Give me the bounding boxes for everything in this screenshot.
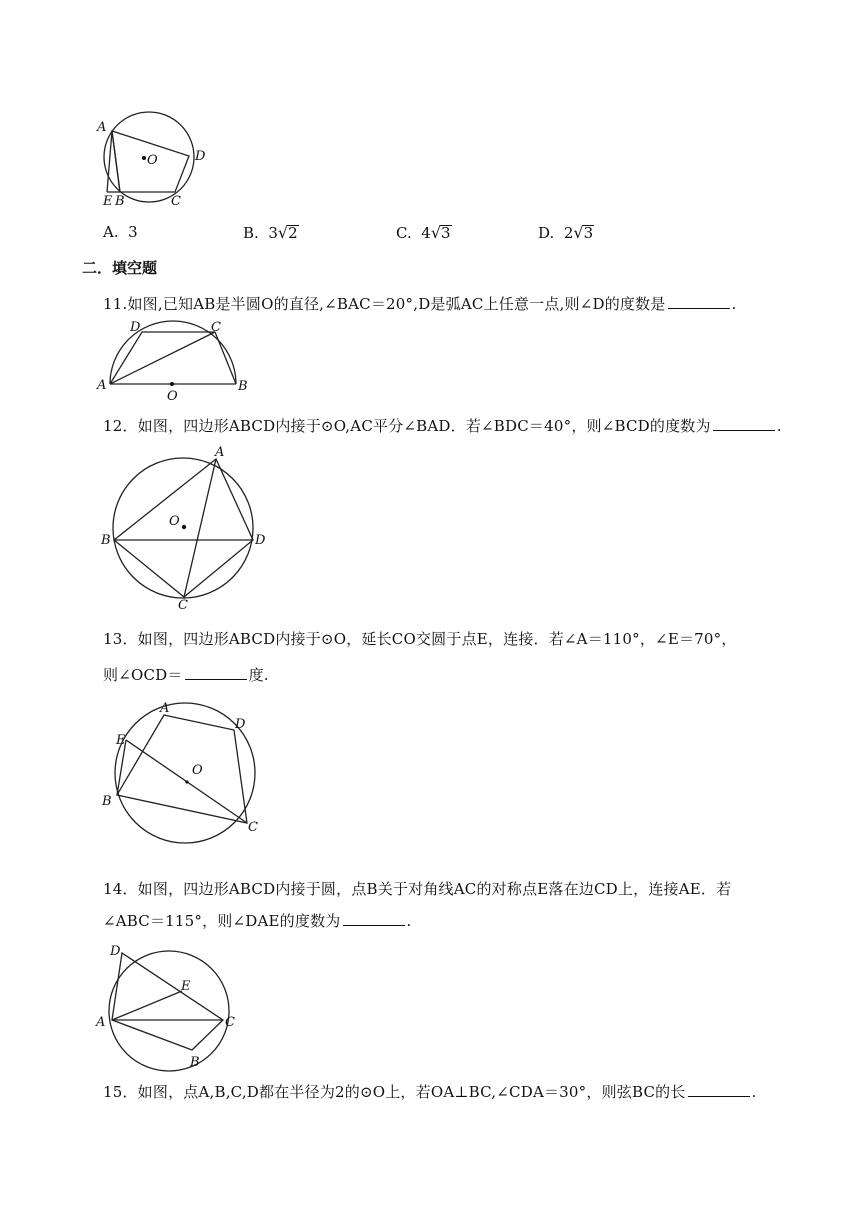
- choice-d[interactable]: D. 2√3: [538, 223, 594, 242]
- answer-blank-15[interactable]: [688, 1095, 750, 1097]
- q13-label-o: O: [192, 763, 203, 778]
- question-11: 11.如图,已知AB是半圆O的直径,∠BAC＝20°,D是弧AC上任意一点,则∠D的度数是 .: [103, 295, 737, 313]
- q14-circle: [109, 951, 229, 1071]
- q13-label-b: B: [102, 794, 112, 809]
- q14-quadrilateral: [112, 953, 223, 1050]
- q10-label-e: E: [103, 194, 113, 209]
- answer-blank-11[interactable]: [668, 307, 730, 309]
- section-title: 二．填空题: [82, 259, 158, 277]
- q11-label-d: D: [130, 320, 141, 335]
- q13-center-dot: [185, 780, 188, 783]
- q13-label-c: C: [248, 820, 258, 835]
- q10-center-dot: [142, 156, 146, 160]
- q13-circle: [115, 703, 255, 843]
- answer-blank-12[interactable]: [713, 429, 775, 431]
- q14-label-b: B: [190, 1055, 200, 1070]
- q12-label-a: A: [215, 445, 225, 460]
- q11-center-dot: [170, 382, 174, 386]
- q11-label-c: C: [211, 320, 221, 335]
- q13-label-d: D: [235, 717, 246, 732]
- figure-q11: [92, 318, 267, 403]
- answer-blank-13[interactable]: [185, 678, 247, 680]
- q11-label-b: B: [238, 379, 248, 394]
- q14-label-d: D: [110, 944, 121, 959]
- q10-label-o: O: [147, 153, 158, 168]
- q12-label-o: O: [169, 514, 180, 529]
- q13-quadrilateral: [117, 715, 247, 823]
- q12-label-b: B: [101, 533, 111, 548]
- q14-label-a: A: [96, 1015, 106, 1030]
- q13-label-a: A: [160, 701, 170, 716]
- q14-label-e: E: [181, 979, 191, 994]
- q11-label-o: O: [167, 389, 178, 404]
- q12-label-d: D: [255, 533, 266, 548]
- answer-blank-14[interactable]: [343, 924, 405, 926]
- q10-label-b: B: [115, 194, 125, 209]
- question-13-line2: 则∠OCD＝ 度.: [103, 666, 269, 684]
- figure-q10: [92, 105, 232, 215]
- choice-b[interactable]: B. 3√2: [243, 223, 298, 242]
- q11-label-a: A: [97, 378, 107, 393]
- figure-q12: [96, 445, 276, 615]
- q10-label-c: C: [171, 194, 181, 209]
- q10-label-a: A: [97, 120, 107, 135]
- question-14-line1: 14．如图，四边形ABCD内接于圆，点B关于对角线AC的对称点E落在边CD上，连接AE．若: [103, 880, 732, 898]
- q12-label-c: C: [178, 598, 188, 613]
- question-12: 12．如图，四边形ABCD内接于⊙O,AC平分∠BAD．若∠BDC＝40°，则∠BCD的度数为 .: [103, 417, 782, 435]
- question-13-line1: 13．如图，四边形ABCD内接于⊙O，延长CO交圆于点E，连接．若∠A＝110°，∠E＝70°，: [103, 630, 737, 648]
- choice-a[interactable]: A. 3: [103, 223, 138, 241]
- choice-c[interactable]: C. 4√3: [396, 223, 451, 242]
- q13-label-e: E: [116, 733, 126, 748]
- figure-q13: [100, 698, 270, 843]
- q14-label-c: C: [225, 1015, 235, 1030]
- question-14-line2: ∠ABC＝115°，则∠DAE的度数为 .: [103, 912, 412, 930]
- q10-label-d: D: [195, 149, 206, 164]
- question-15: 15．如图，点A,B,C,D都在半径为2的⊙O上，若OA⊥BC,∠CDA＝30°，则弦BC的长 .: [103, 1083, 757, 1101]
- figure-q14: [92, 940, 252, 1070]
- q12-center-dot: [182, 525, 186, 529]
